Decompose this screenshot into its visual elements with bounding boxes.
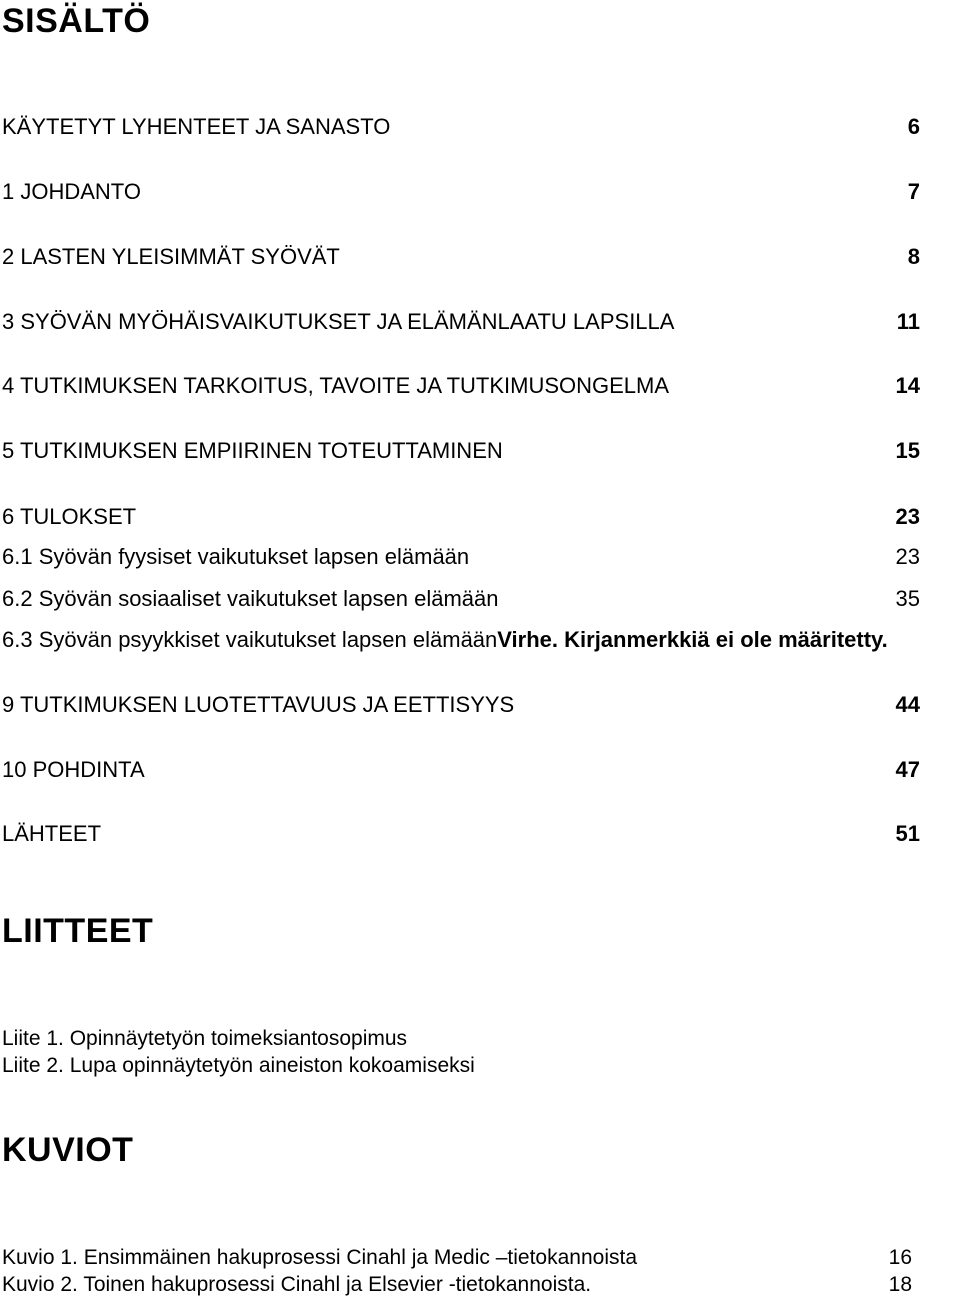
toc-item-page: 44 bbox=[895, 692, 920, 717]
toc-subitem-label: 6.2 Syövän sosiaaliset vaikutukset lapsen elämään bbox=[2, 586, 499, 611]
toc-item-page: 47 bbox=[895, 757, 920, 782]
toc-item-label: 5 TUTKIMUKSEN EMPIIRINEN TOTEUTTAMINEN bbox=[2, 438, 503, 463]
figure-item-page: 16 bbox=[888, 1246, 912, 1269]
toc-subitem-label: 6.1 Syövän fyysiset vaikutukset lapsen elämään bbox=[2, 544, 470, 569]
toc-item-page: 23 bbox=[895, 504, 920, 529]
page-title: SISÄLTÖ bbox=[2, 2, 151, 40]
toc-item-page: 15 bbox=[895, 438, 920, 463]
toc-subitem-error-row bbox=[2, 627, 888, 653]
toc-item-page: 11 bbox=[896, 309, 920, 334]
figure-item-label: Kuvio 1. Ensimmäinen hakuprosessi Cinahl ja Medic –tietokannoista bbox=[2, 1246, 638, 1269]
appendices-heading: LIITTEET bbox=[2, 912, 154, 950]
appendix-item: Liite 1. Opinnäytetyön toimeksiantosopimus bbox=[2, 1027, 408, 1050]
toc-item-page: 8 bbox=[907, 244, 920, 269]
appendix-item: Liite 2. Lupa opinnäytetyön aineiston kokoamiseksi bbox=[2, 1054, 475, 1077]
figures-heading: KUVIOT bbox=[2, 1131, 134, 1169]
toc-item-label: 6 TULOKSET bbox=[2, 504, 137, 529]
toc-item-label: 4 TUTKIMUKSEN TARKOITUS, TAVOITE JA TUTKIMUSONGELMA bbox=[2, 373, 670, 398]
toc-item-page: 6 bbox=[907, 114, 920, 139]
toc-item-label: 10 POHDINTA bbox=[2, 757, 145, 782]
toc-item-label: 1 JOHDANTO bbox=[2, 179, 141, 204]
toc-item-page: 14 bbox=[895, 373, 920, 398]
toc-subitem-page: 23 bbox=[895, 544, 920, 569]
toc-item-label: 9 TUTKIMUKSEN LUOTETTAVUUS JA EETTISYYS bbox=[2, 692, 515, 717]
toc-item-label: 2 LASTEN YLEISIMMÄT SYÖVÄT bbox=[2, 244, 340, 269]
figure-item-page: 18 bbox=[888, 1273, 912, 1296]
toc-item-label: LÄHTEET bbox=[2, 821, 102, 846]
toc-item-label: KÄYTETYT LYHENTEET JA SANASTO bbox=[2, 114, 391, 139]
toc-subitem-page: 35 bbox=[895, 586, 920, 611]
toc-item-label: 3 SYÖVÄN MYÖHÄISVAIKUTUKSET JA ELÄMÄNLAATU LAPSILLA bbox=[2, 309, 675, 334]
toc-item-page: 7 bbox=[907, 179, 920, 204]
figure-item-label: Kuvio 2. Toinen hakuprosessi Cinahl ja Elsevier -tietokannoista. bbox=[2, 1273, 592, 1296]
toc-subitem-label: 6.3 Syövän psyykkiset vaikutukset lapsen elämään bbox=[2, 627, 498, 652]
bookmark-error-text: Virhe. Kirjanmerkkiä ei ole määritetty. bbox=[497, 627, 888, 652]
toc-item-page: 51 bbox=[895, 821, 920, 846]
